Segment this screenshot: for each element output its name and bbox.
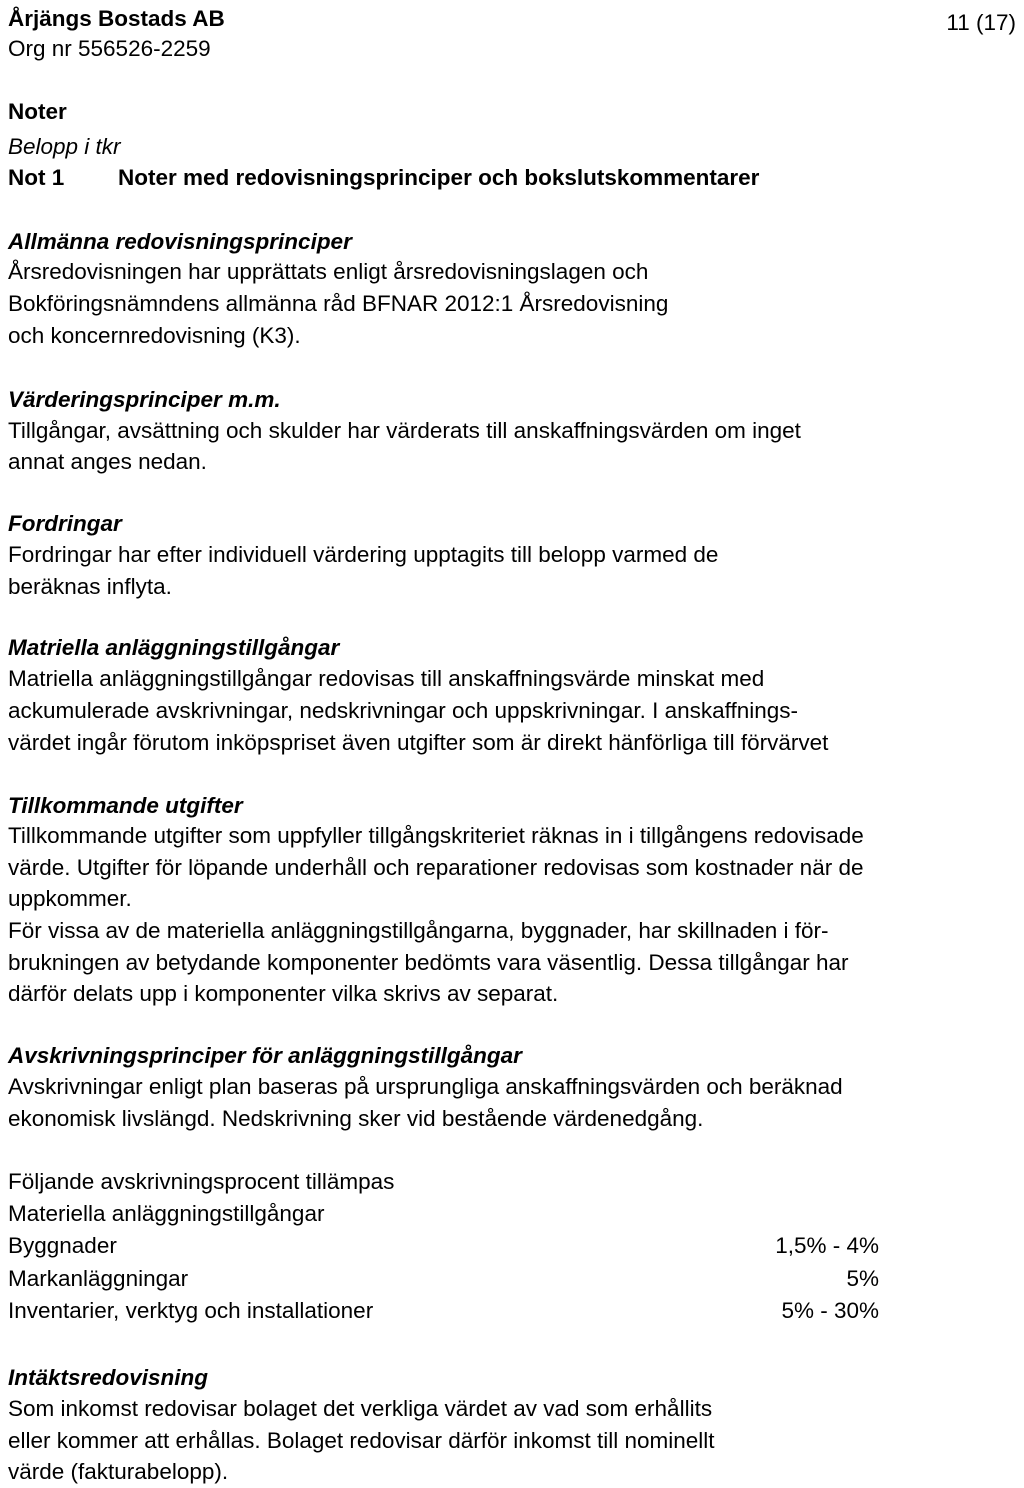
- text-line: värdet ingår förutom inköpspriset även utgifter som är direkt hänförliga till förvärvet: [8, 730, 829, 755]
- notes-title: Noter: [8, 99, 67, 124]
- text-line: Som inkomst redovisar bolaget det verkliga värdet av vad som erhållits: [8, 1396, 713, 1421]
- text-line: Tillkommande utgifter som uppfyller tillgångskriteriet räknas in i tillgångens redovisade: [8, 823, 864, 848]
- text-line: brukningen av betydande komponenter bedömts vara väsentlig. Dessa tillgångar har: [8, 950, 849, 975]
- text-line: annat anges nedan.: [8, 449, 207, 474]
- text-line: och koncernredovisning (K3).: [8, 323, 301, 348]
- text-line: Avskrivningar enligt plan baseras på ursprungliga anskaffningsvärden och beräknad: [8, 1074, 843, 1099]
- text-line: uppkommer.: [8, 886, 132, 911]
- amounts-note: Belopp i tkr: [8, 134, 121, 159]
- section-heading-allmanna: Allmänna redovisningsprinciper: [8, 229, 352, 254]
- text-line: Fordringar har efter individuell värdering upptagits till belopp varmed de: [8, 542, 719, 567]
- page-number: 11 (17): [946, 10, 1016, 35]
- section-heading-tillkommande: Tillkommande utgifter: [8, 793, 243, 818]
- note1-title: Noter med redovisningsprinciper och bokslutskommentarer: [118, 165, 760, 190]
- company-name: Årjängs Bostads AB: [8, 6, 225, 31]
- depreciation-row-value: 5%: [846, 1266, 879, 1291]
- note1-label: Not 1: [8, 165, 65, 190]
- depreciation-row-value: 5% - 30%: [781, 1298, 879, 1323]
- text-line: Matriella anläggningstillgångar redovisas till anskaffningsvärde minskat med: [8, 666, 765, 691]
- depreciation-row-label: Byggnader: [8, 1233, 117, 1258]
- section-heading-avskrivningsprinciper: Avskrivningsprinciper för anläggningstillgångar: [8, 1043, 522, 1068]
- text-line: eller kommer att erhållas. Bolaget redovisar därför inkomst till nominellt: [8, 1428, 715, 1453]
- text-line: ekonomisk livslängd. Nedskrivning sker vid bestående värdenedgång.: [8, 1106, 704, 1131]
- text-line: värde. Utgifter för löpande underhåll och reparationer redovisas som kostnader när de: [8, 855, 864, 880]
- text-line: därför delats upp i komponenter vilka skrivs av separat.: [8, 981, 559, 1006]
- section-heading-intakt: Intäktsredovisning: [8, 1365, 209, 1390]
- text-line: Bokföringsnämndens allmänna råd BFNAR 2012:1 Årsredovisning: [8, 291, 669, 316]
- section-heading-fordringar: Fordringar: [8, 511, 122, 536]
- depreciation-group: Materiella anläggningstillgångar: [8, 1201, 325, 1226]
- section-heading-matriella: Matriella anläggningstillgångar: [8, 635, 340, 660]
- text-line: För vissa av de materiella anläggningstillgångarna, byggnader, har skillnaden i för-: [8, 918, 829, 943]
- text-line: värde (fakturabelopp).: [8, 1459, 229, 1484]
- depreciation-intro: Följande avskrivningsprocent tillämpas: [8, 1169, 395, 1194]
- depreciation-row-label: Inventarier, verktyg och installationer: [8, 1298, 374, 1323]
- section-heading-varderingsprinciper: Värderingsprinciper m.m.: [8, 387, 281, 412]
- text-line: ackumulerade avskrivningar, nedskrivningar och uppskrivningar. I anskaffnings-: [8, 698, 799, 723]
- note1-heading: [8, 167, 759, 190]
- org-number: Org nr 556526-2259: [8, 36, 211, 61]
- text-line: Årsredovisningen har upprättats enligt årsredovisningslagen och: [8, 259, 649, 284]
- text-line: Tillgångar, avsättning och skulder har värderats till anskaffningsvärden om inget: [8, 418, 801, 443]
- text-line: beräknas inflyta.: [8, 574, 172, 599]
- depreciation-row-value: 1,5% - 4%: [775, 1233, 879, 1258]
- depreciation-row-label: Markanläggningar: [8, 1266, 189, 1291]
